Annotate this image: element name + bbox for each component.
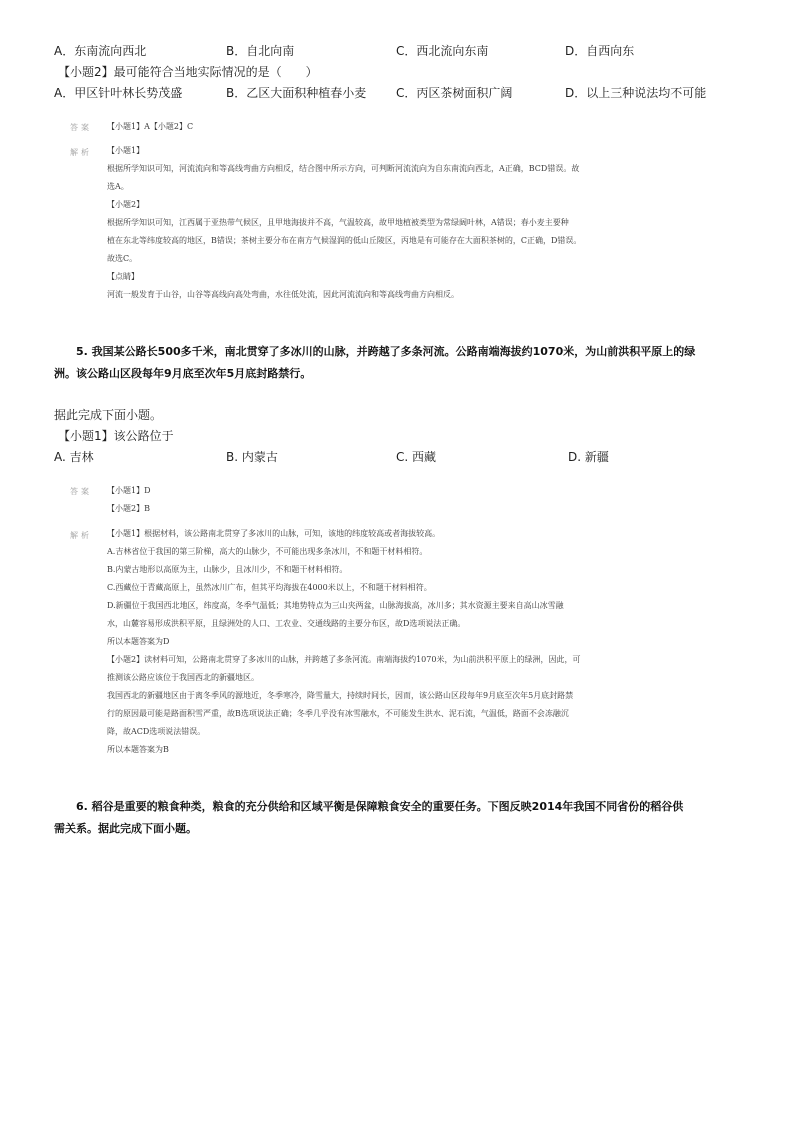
q4-option-d: D．自西向东 bbox=[565, 44, 635, 58]
q5-sub1-question: 【小题1】该公路位于 bbox=[58, 429, 174, 443]
q4-analysis-line: 【小题1】 bbox=[107, 146, 145, 155]
q5-option-b: B. 内蒙古 bbox=[226, 450, 278, 464]
q6-stem-line: 6. 稻谷是重要的粮食种类，粮食的充分供给和区域平衡是保障粮食安全的重要任务。下图反映2014年我国不同省份的稻谷供 bbox=[76, 800, 684, 813]
q4-analysis-line: 【小题2】 bbox=[107, 200, 145, 209]
q5-analysis-line: 【小题2】读材料可知，公路南北贯穿了多冰川的山脉，并跨越了多条河流。南端海拔约1070米，为山前洪积平原上的绿洲，因此，可 bbox=[107, 655, 581, 664]
q4-answer-label: 答案 bbox=[70, 123, 92, 132]
q4-analysis-line: 选A。 bbox=[107, 182, 129, 191]
q4-option-c: C．西北流向东南 bbox=[396, 44, 489, 58]
q5-analysis-line: 所以本题答案为B bbox=[107, 745, 169, 754]
q4-option-a: A．东南流向西北 bbox=[54, 44, 147, 58]
q5-analysis-line: C.西藏位于青藏高原上，虽然冰川广布，但其平均海拔在4000米以上，不和题干材料相符。 bbox=[107, 583, 432, 592]
q5-analysis-line: A.吉林省位于我国的第三阶梯，高大的山脉少，不可能出现多条冰川，不和题干材料相符。 bbox=[107, 547, 428, 556]
q4-sub2-option-b: B．乙区大面积种植春小麦 bbox=[226, 86, 367, 100]
q5-option-c: C. 西藏 bbox=[396, 450, 437, 464]
q5-analysis-line: 所以本题答案为D bbox=[107, 637, 170, 646]
q5-intro: 据此完成下面小题。 bbox=[54, 408, 163, 422]
q5-analysis-line: 我国西北的新疆地区由于离冬季风的源地近，冬季寒冷，降雪量大，持续时间长，因而，该公路山区段每年9月底至次年5月底封路禁 bbox=[107, 691, 574, 700]
q4-analysis-line: 故选C。 bbox=[107, 254, 138, 263]
q5-analysis-line: B.内蒙古地形以高原为主，山脉少，且冰川少，不和题干材料相符。 bbox=[107, 565, 348, 574]
q5-analysis-label: 解析 bbox=[70, 531, 92, 540]
q6-stem-line: 需关系。据此完成下面小题。 bbox=[54, 822, 197, 835]
q4-answer-text: 【小题1】A【小题2】C bbox=[107, 122, 194, 131]
q5-option-a: A. 吉林 bbox=[54, 450, 94, 464]
q4-analysis-line: 根据所学知识可知，江西属于亚热带气候区，且甲地海拔并不高，气温较高，故甲地植被类型为常绿阔叶林，A错误；春小麦主要种 bbox=[107, 218, 569, 227]
q4-option-b: B．自北向南 bbox=[226, 44, 295, 58]
q5-analysis-line: 【小题1】根据材料，该公路南北贯穿了多冰川的山脉，可知，该地的纬度较高或者海拔较高。 bbox=[107, 529, 441, 538]
q5-analysis-line: 水，山麓容易形成洪积平原，且绿洲处的人口、工农业、交通线路的主要分布区，故D选项说法正确。 bbox=[107, 619, 466, 628]
q4-analysis-line: 植在东北等纬度较高的地区，B错误；茶树主要分布在南方气候湿润的低山丘陵区，丙地是有可能存在大面积茶树的，C正确，D错误。 bbox=[107, 236, 582, 245]
q4-sub2-question: 【小题2】最可能符合当地实际情况的是（ ） bbox=[58, 65, 318, 79]
q4-sub2-option-d: D．以上三种说法均不可能 bbox=[565, 86, 707, 100]
q5-answer-line: 【小题2】B bbox=[107, 504, 150, 513]
q5-stem-line: 5. 我国某公路长500多千米，南北贯穿了多冰川的山脉，并跨越了多条河流。公路南端海拔约1070米，为山前洪积平原上的绿 bbox=[76, 345, 696, 358]
q5-stem-line: 洲。该公路山区段每年9月底至次年5月底封路禁行。 bbox=[54, 367, 312, 380]
q4-analysis-label: 解析 bbox=[70, 148, 92, 157]
q5-option-d: D. 新疆 bbox=[568, 450, 609, 464]
q4-sub2-option-a: A．甲区针叶林长势茂盛 bbox=[54, 86, 183, 100]
q4-sub2-option-c: C．丙区茶树面积广阔 bbox=[396, 86, 513, 100]
q5-answer-label: 答案 bbox=[70, 487, 92, 496]
q5-answer-line: 【小题1】D bbox=[107, 486, 151, 495]
q5-analysis-line: D.新疆位于我国西北地区，纬度高，冬季气温低；其地势特点为三山夹两盆，山脉海拔高，冰川多；其水资源主要来自高山冰雪融 bbox=[107, 601, 564, 610]
q5-analysis-line: 推测该公路应该位于我国西北的新疆地区。 bbox=[107, 673, 259, 682]
q5-analysis-line: 降，故ACD选项说法错误。 bbox=[107, 727, 206, 736]
q4-analysis-line: 河流一般发育于山谷，山谷等高线向高处弯曲，水往低处流，因此河流流向和等高线弯曲方向相反。 bbox=[107, 290, 459, 299]
q4-analysis-line: 【点睛】 bbox=[107, 272, 139, 281]
q4-analysis-line: 根据所学知识可知，河流流向和等高线弯曲方向相反，结合图中所示方向，可判断河流流向为自东南流向西北，A正确，BCD错误。故 bbox=[107, 164, 580, 173]
q5-analysis-line: 行的原因最可能是路面积雪严重，故B选项说法正确；冬季几乎没有冰雪融水，不可能发生洪水、泥石流，气温低，路面不会冻融沉 bbox=[107, 709, 569, 718]
